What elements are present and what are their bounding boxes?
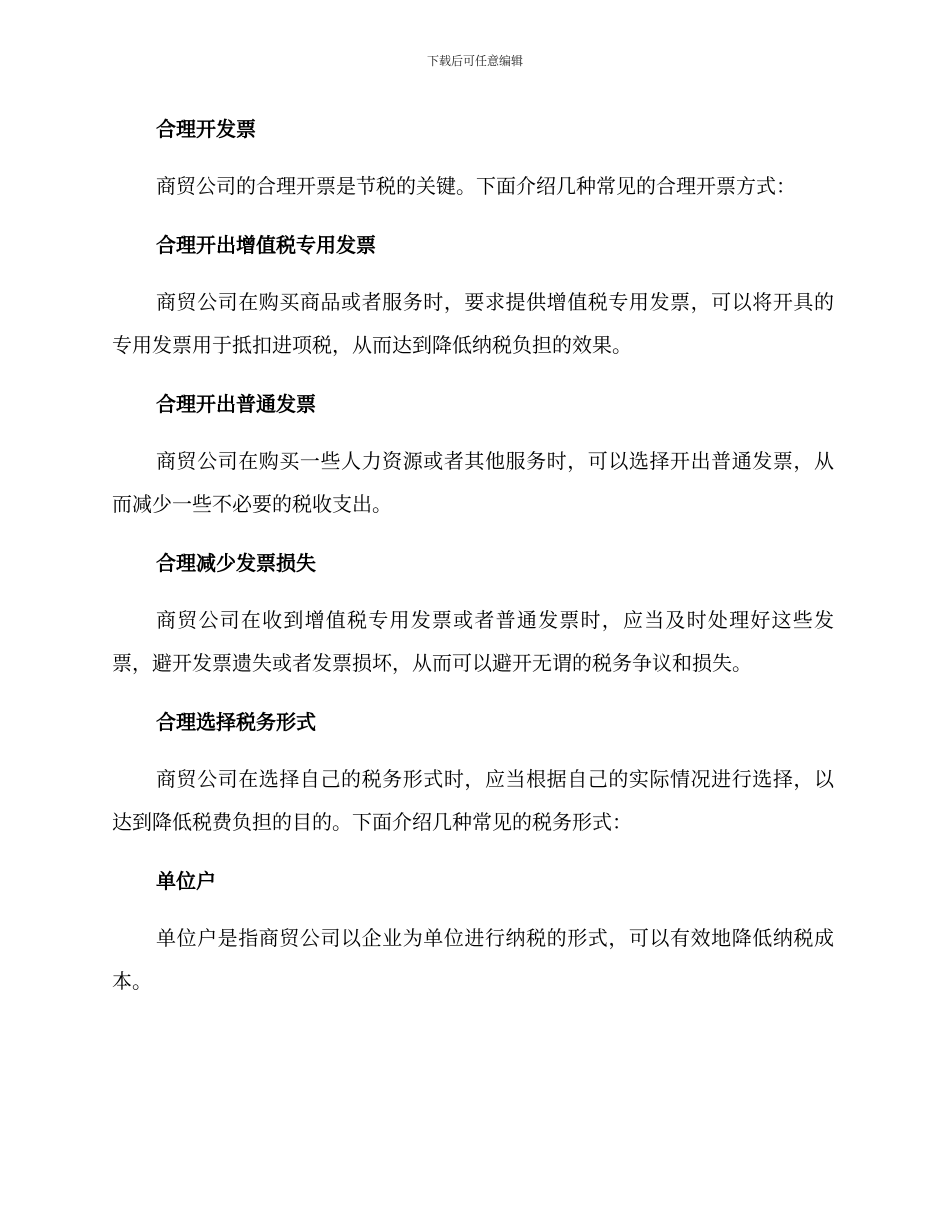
section-heading: 合理开发票 (156, 117, 256, 141)
section-heading: 合理开出增值税专用发票 (156, 233, 376, 257)
section-paragraph: 商贸公司在购买商品或者服务时，要求提供增值税专用发票，可以将开具的专用发票用于抵扣进项税，从而达到降低纳税负担的效果。 (112, 290, 834, 357)
page-header: 下载后可任意编辑 (426, 54, 523, 68)
section-paragraph: 单位户是指商贸公司以企业为单位进行纳税的形式，可以有效地降低纳税成本。 (112, 926, 834, 993)
section-paragraph: 商贸公司在收到增值税专用发票或者普通发票时，应当及时处理好这些发票，避开发票遗失或者发票损坏，从而可以避开无谓的税务争议和损失。 (112, 608, 834, 675)
section-paragraph: 商贸公司在购买一些人力资源或者其他服务时，可以选择开出普通发票，从而减少一些不必要的税收支出。 (112, 449, 834, 516)
document-body (112, 108, 834, 1003)
section-heading: 合理开出普通发票 (156, 392, 316, 416)
section-paragraph: 商贸公司在选择自己的税务形式时，应当根据自己的实际情况进行选择，以达到降低税费负担的目的。下面介绍几种常见的税务形式： (112, 767, 834, 834)
section-heading: 单位户 (156, 869, 216, 893)
section-heading: 合理选择税务形式 (156, 710, 316, 734)
section-heading: 合理减少发票损失 (156, 551, 316, 575)
section-paragraph: 商贸公司的合理开票是节税的关键。下面介绍几种常见的合理开票方式： (156, 174, 796, 198)
